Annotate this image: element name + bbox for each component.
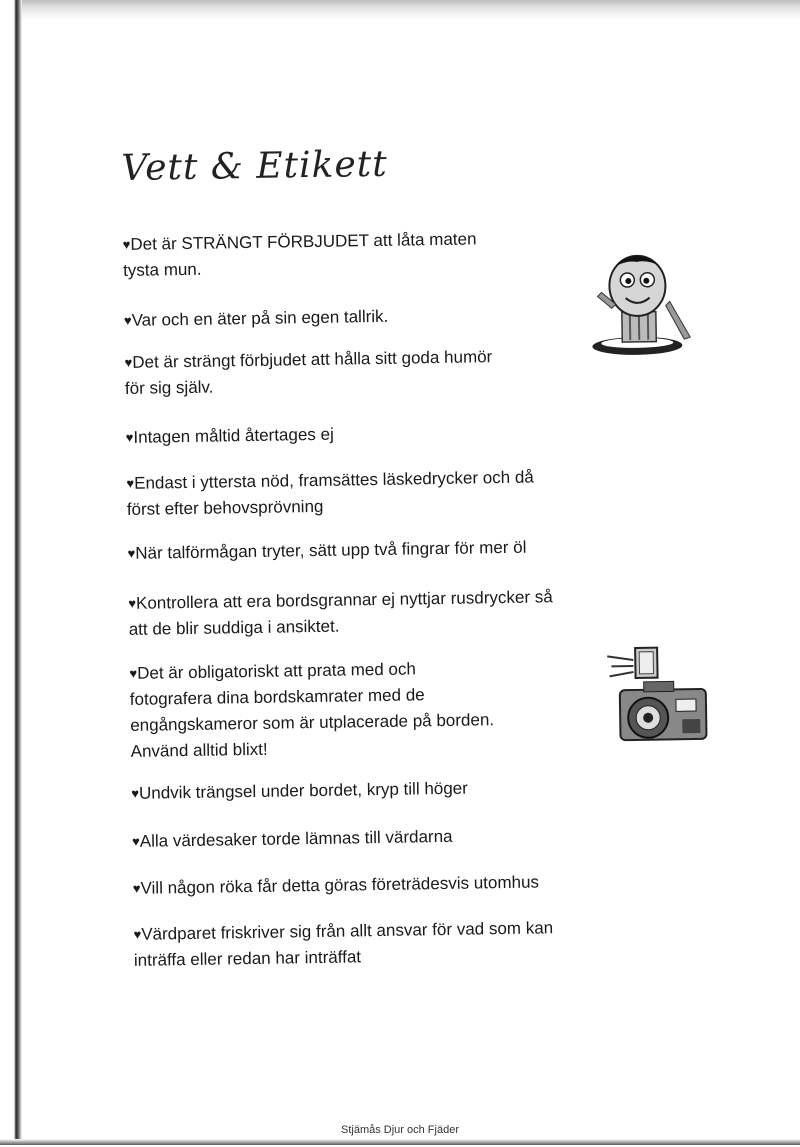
rule-line: [123, 252, 477, 284]
rule-text: Det är obligatoriskt att prata med och: [137, 659, 416, 682]
rule-item: [132, 824, 453, 855]
heart-icon: ♥: [133, 927, 141, 942]
rule-text: Var och en äter på sin egen tallrik.: [131, 307, 388, 330]
rule-line: [127, 491, 535, 523]
rule-item: [124, 304, 389, 334]
rule-line: [133, 870, 540, 902]
heart-icon: ♥: [131, 786, 139, 801]
rule-line: [124, 304, 389, 334]
heart-icon: ♥: [133, 881, 141, 896]
rule-item: [133, 870, 540, 902]
rule-item: [123, 226, 478, 284]
rule-text: Endast i yttersta nöd, framsättes läskedrycker och då: [134, 468, 534, 493]
rule-text: först efter behovsprövning: [127, 497, 324, 519]
rule-text: Kontrollera att era bordsgrannar ej nyttjar rusdrycker så: [136, 587, 553, 613]
rule-text: Alla värdesaker torde lämnas till värdarna: [140, 827, 453, 851]
heart-icon: ♥: [128, 596, 136, 611]
page-title: Vett & Etikett: [121, 144, 388, 189]
heart-icon: ♥: [124, 313, 132, 328]
rule-item: [131, 776, 468, 807]
rule-text: Vill någon röka får detta göras företrädesvis utomhus: [140, 873, 539, 898]
heart-icon: ♥: [126, 476, 134, 491]
rule-line: [134, 941, 554, 974]
heart-icon: ♥: [126, 430, 134, 445]
rule-text: tysta mun.: [123, 260, 202, 280]
clipart-camera-icon: [603, 641, 715, 753]
rule-item: [126, 465, 534, 523]
rule-text: Det är STRÄNGT FÖRBJUDET att låta maten: [130, 229, 476, 253]
rule-item: [128, 584, 553, 643]
rule-text: Värdparet friskriver sig från allt ansvar för vad som kan: [141, 918, 553, 943]
rule-text: Använd alltid blixt!: [131, 740, 268, 761]
rule-line: [126, 422, 334, 451]
rule-text: När talförmågan tryter, sätt upp två fingrar för mer öl: [135, 538, 526, 563]
rule-item: [126, 422, 334, 451]
rules-list: [0, 0, 797, 2]
rule-line: [123, 226, 477, 258]
clipart-figure-eating-icon: [581, 241, 703, 363]
rule-text: fotografera dina bordskamrater med de: [130, 685, 425, 709]
rule-text: Det är strängt förbjudet att hålla sitt goda humör: [132, 347, 492, 372]
rule-line: [132, 824, 453, 855]
rule-item: [129, 655, 494, 765]
rule-item: [124, 344, 493, 402]
heart-icon: ♥: [123, 237, 131, 252]
rule-text: inträffa eller redan har inträffat: [134, 947, 361, 970]
rule-line: [127, 535, 526, 567]
heart-icon: ♥: [129, 666, 137, 681]
rule-text: Undvik trängsel under bordet, kryp till höger: [139, 779, 468, 803]
rule-line: [125, 370, 493, 402]
rule-line: [131, 776, 468, 807]
rule-text: att de blir suddiga i ansiktet.: [129, 617, 340, 639]
heart-icon: ♥: [132, 834, 140, 849]
rule-text: Intagen måltid återtages ej: [133, 425, 334, 447]
rule-line: [129, 610, 554, 643]
heart-icon: ♥: [127, 546, 135, 561]
rule-text: för sig själv.: [125, 378, 214, 398]
rule-item: [133, 915, 553, 974]
rule-item: [127, 535, 526, 567]
rule-line: [130, 733, 494, 765]
page-footer: Stjämås Djur och Fjäder: [0, 1124, 800, 1136]
heart-icon: ♥: [124, 355, 132, 370]
rule-text: engångskameror som är utplacerade på borden.: [130, 710, 494, 735]
